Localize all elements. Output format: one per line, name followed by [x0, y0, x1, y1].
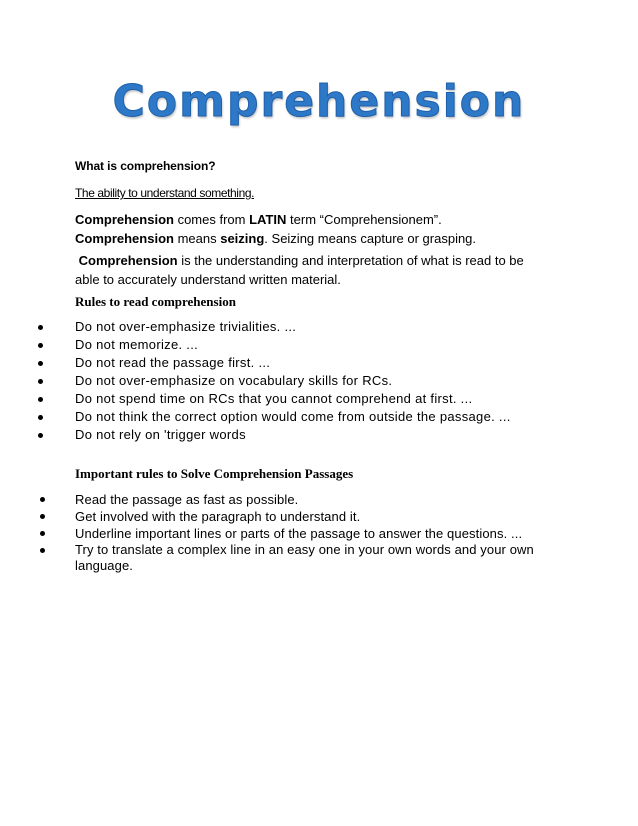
- bullet-icon: [38, 415, 43, 420]
- paragraph-text: means: [173, 231, 221, 246]
- list-item-text: Do not read the passage first. ...: [75, 355, 271, 370]
- rules-read-heading: Rules to read comprehension: [75, 294, 236, 309]
- list-item: [0, 354, 638, 372]
- bullet-icon: [38, 325, 43, 330]
- list-item: [0, 426, 638, 444]
- bullet-icon: [40, 514, 45, 519]
- list-item-text: Do not over-emphasize on vocabulary skills for RCs.: [75, 373, 393, 388]
- paragraph-text: is the understanding and interpretation of what is read to be able to accurately understand written material.: [75, 253, 524, 287]
- list-item: [0, 336, 638, 354]
- question-answer: The ability to understand something.: [75, 186, 255, 200]
- bullet-icon: [38, 433, 43, 438]
- rules-read-list: [0, 318, 638, 444]
- bullet-icon: [38, 397, 43, 402]
- list-item-text: Do not memorize. ...: [75, 337, 199, 352]
- term-comprehension: Comprehension: [78, 253, 178, 268]
- list-item: [0, 390, 638, 408]
- term-comprehension: Comprehension: [75, 231, 174, 246]
- list-item-text: Underline important lines or parts of the passage to answer the questions. ...: [75, 526, 523, 541]
- question-heading: What is comprehension?: [75, 159, 216, 173]
- rules-solve-list: [0, 491, 638, 574]
- term-comprehension: Comprehension: [75, 212, 174, 227]
- list-item: [0, 508, 555, 525]
- list-item-text: Get involved with the paragraph to understand it.: [75, 509, 361, 524]
- bullet-icon: [38, 379, 43, 384]
- list-item: [0, 408, 638, 426]
- list-item-text: Do not think the correct option would come from outside the passage. ...: [75, 409, 511, 424]
- rules-solve-heading: Important rules to Solve Comprehension Passages: [75, 466, 354, 481]
- paragraph-text: . Seizing means capture or grasping.: [264, 231, 477, 246]
- list-item: [0, 491, 555, 508]
- list-item: [0, 318, 638, 336]
- list-item-text: Do not spend time on RCs that you cannot comprehend at first. ...: [75, 391, 473, 406]
- bullet-icon: [40, 548, 45, 553]
- paragraph-text: term “Comprehensionem”.: [286, 212, 442, 227]
- paragraph-text: comes from: [173, 212, 250, 227]
- definition-paragraph: [75, 251, 535, 289]
- bullet-icon: [40, 531, 45, 536]
- term-seizing: seizing: [220, 231, 265, 246]
- list-item-text: Try to translate a complex line in an easy one in your own words and your own language.: [75, 542, 534, 573]
- list-item: [0, 525, 555, 542]
- bullet-icon: [40, 497, 45, 502]
- term-latin: LATIN: [249, 212, 287, 227]
- origin-paragraph: [75, 210, 535, 248]
- list-item: [0, 372, 638, 390]
- bullet-icon: [38, 343, 43, 348]
- bullet-icon: [38, 361, 43, 366]
- list-item-text: Do not over-emphasize trivialities. ...: [75, 319, 297, 334]
- list-item: [0, 542, 555, 574]
- page-title: Comprehension: [112, 76, 526, 127]
- list-item-text: Read the passage as fast as possible.: [75, 492, 299, 507]
- list-item-text: Do not rely on 'trigger words: [75, 427, 246, 442]
